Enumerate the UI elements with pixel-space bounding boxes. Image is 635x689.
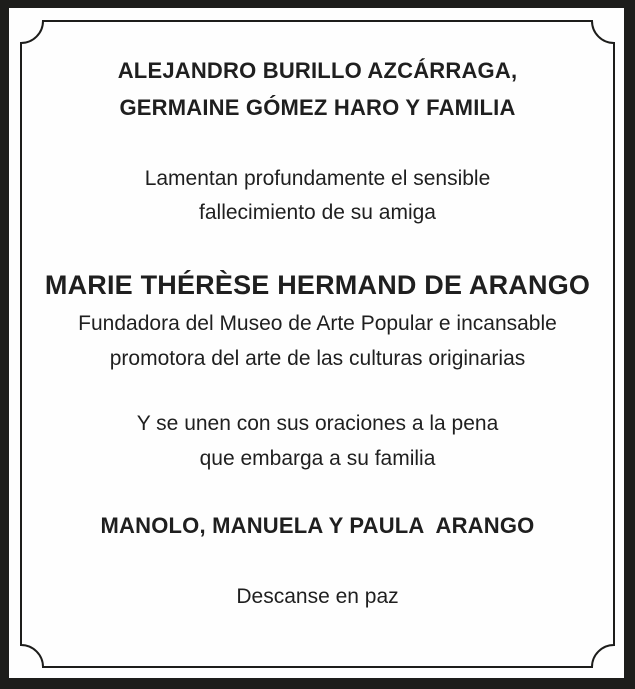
condolence-line-2: que embarga a su familia (199, 447, 436, 470)
intro-line-2: fallecimiento de su amiga (199, 201, 436, 224)
sender-line-1: ALEJANDRO BURILLO AZCÁRRAGA, (117, 58, 518, 83)
sender-line-2: GERMAINE GÓMEZ HARO Y FAMILIA (119, 95, 516, 120)
intro-line-1: Lamentan profundamente el sensible (144, 167, 491, 190)
closing-phrase: Descanse en paz (236, 585, 399, 608)
senders-names (0, 52, 635, 126)
condolence-text (0, 406, 635, 476)
family-signature: MANOLO, MANUELA Y PAULA ARANGO (100, 513, 535, 538)
condolence-line-1: Y se unen con sus oraciones a la pena (136, 412, 499, 435)
tribute-line-2: promotora del arte de las culturas originarias (109, 347, 526, 370)
deceased-name: MARIE THÉRÈSE HERMAND DE ARANGO (44, 270, 591, 300)
tribute-line-1: Fundadora del Museo de Arte Popular e incansable (78, 312, 557, 335)
intro-text (0, 162, 635, 230)
tribute-text (0, 306, 635, 376)
